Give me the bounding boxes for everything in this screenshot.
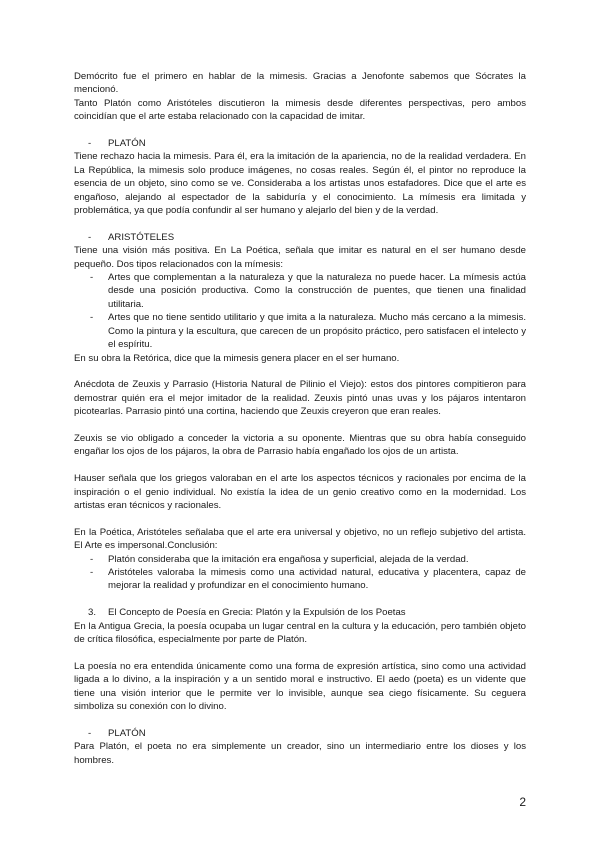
- paragraph-anecdota: Anécdota de Zeuxis y Parrasio (Historia Natural de Pilinio el Viejo): estos dos pintores compitieron para demostrar quién era el mejor imitador de la realidad. Zeuxis pintó unas uvas y los pájaros intentaron picotearlas. Parrasio pintó una cortina, haciendo que Zeuxis creyeron que eran reales.: [74, 379, 526, 418]
- bullet-marker: -: [90, 566, 94, 578]
- heading-platon-2-text: PLATÓN: [108, 727, 146, 739]
- heading-platon-2: [74, 727, 526, 740]
- bullet-marker: -: [88, 231, 92, 243]
- page-content: [74, 70, 526, 767]
- list-item-text: Artes que complementan a la naturaleza y que la naturaleza no puede hacer. La mímesis actúa desde una posición productiva. Como la construcción de puentes, que tienen una finalidad utilitaria.: [108, 272, 526, 310]
- list-item: [74, 553, 526, 566]
- section-title: El Concepto de Poesía en Grecia: Platón y la Expulsión de los Poetas: [108, 607, 406, 619]
- bullet-marker: -: [88, 727, 92, 739]
- paragraph-zeuxis-victoria: Zeuxis se vio obligado a conceder la victoria a su oponente. Mientras que su obra había conseguido engañar los ojos de los pájaros, la obra de Parrasio había engañado los ojos de un artista.: [74, 432, 526, 458]
- heading-platon-text: PLATÓN: [108, 138, 146, 150]
- paragraph-platon-aristoteles: Tanto Platón como Aristóteles discutieron la mimesis desde diferentes perspectivas, pero ambos coincidían que el arte estaba relacionado con la capacidad de imitar.: [74, 97, 526, 123]
- list-item-text: Platón consideraba que la imitación era engañosa y superficial, alejada de la verdad.: [108, 553, 469, 565]
- list-item: [74, 311, 526, 351]
- heading-aristoteles-text: ARISTÓTELES: [108, 231, 175, 243]
- list-item-text: Aristóteles valoraba la mimesis como una actividad natural, educativa y placentera, capaz de mejorar la realidad y profundizar en el conocimiento humano.: [108, 566, 526, 592]
- paragraph-democrito: Demócrito fue el primero en hablar de la mimesis. Gracias a Jenofonte sabemos que Sócrates la mencionó.: [74, 71, 526, 96]
- section-number: 3.: [88, 607, 97, 619]
- list-item: [74, 566, 526, 593]
- paragraph-antigua-grecia: En la Antigua Grecia, la poesía ocupaba un lugar central en la cultura y la educación, pero también objeto de crítica filosófica, especialmente por parte de Platón.: [74, 620, 526, 645]
- bullet-marker: -: [88, 138, 92, 150]
- list-item-text: Artes que no tiene sentido utilitario y que imita a la naturaleza. Mucho más cercano a la mimesis. Como la pintura y la escultura, que carecen de un propósito práctico, pero satisfacen el intelecto y el espíritu.: [108, 312, 526, 351]
- paragraph-retorica: En su obra la Retórica, dice que la mimesis genera placer en el ser humano.: [74, 352, 400, 364]
- section-heading-3: [74, 606, 526, 619]
- paragraph-poesia-divina: La poesía no era entendida únicamente como una forma de expresión artística, sino como una actividad ligada a lo divino, a la inspiración y a un sentido moral e instructivo. El aedo (poeta) es un vidente que tiene una visión interior que le permite ver lo invisible, aunque sea ciego físicamente. Su ceguera simboliza su conexión con lo divino.: [74, 660, 526, 712]
- bullet-marker: -: [90, 312, 94, 324]
- paragraph-hauser: Hauser señala que los griegos valoraban en el arte los aspectos técnicos y racionales por encima de la inspiración o el genio individual. No existía la idea de un genio creativo como en la modernidad. Los artistas eran técnicos y racionales.: [74, 473, 526, 511]
- bullet-marker: -: [90, 553, 94, 565]
- bullet-marker: -: [90, 272, 94, 284]
- paragraph-platon-rechazo: Tiene rechazo hacia la mimesis. Para él, era la imitación de la apariencia, no de la realidad verdadera. En La República, la mimesis solo produce imágenes, no cosas reales. Según él, el pintor no reproduce la esencia de un objeto, sino como se ve. Consideraba a los artistas unos estafadores. Dice que el arte es engañoso, alejando al espectador de la sabiduría y el conocimiento. La mímesis era limitada y problemática, ya que podía confundir al ser humano y alejarlo del bien y de la verdad.: [74, 151, 526, 217]
- list-item: [74, 271, 526, 311]
- paragraph-poeta-intermediario: Para Platón, el poeta no era simplemente un creador, sino un intermediario entre los dioses y los hombres.: [74, 741, 526, 766]
- heading-aristoteles: [74, 231, 526, 244]
- paragraph-poetica: En la Poética, Aristóteles señalaba que el arte era universal y objetivo, no un reflejo subjetivo del artista. El Arte es impersonal.Conclusión:: [74, 526, 526, 552]
- page-number: 2: [519, 795, 526, 809]
- paragraph-aristoteles-vision: Tiene una visión más positiva. En La Poética, señala que imitar es natural en el ser humano desde pequeño. Dos tipos relacionados con la mímesis:: [74, 245, 526, 270]
- heading-platon: [74, 137, 526, 150]
